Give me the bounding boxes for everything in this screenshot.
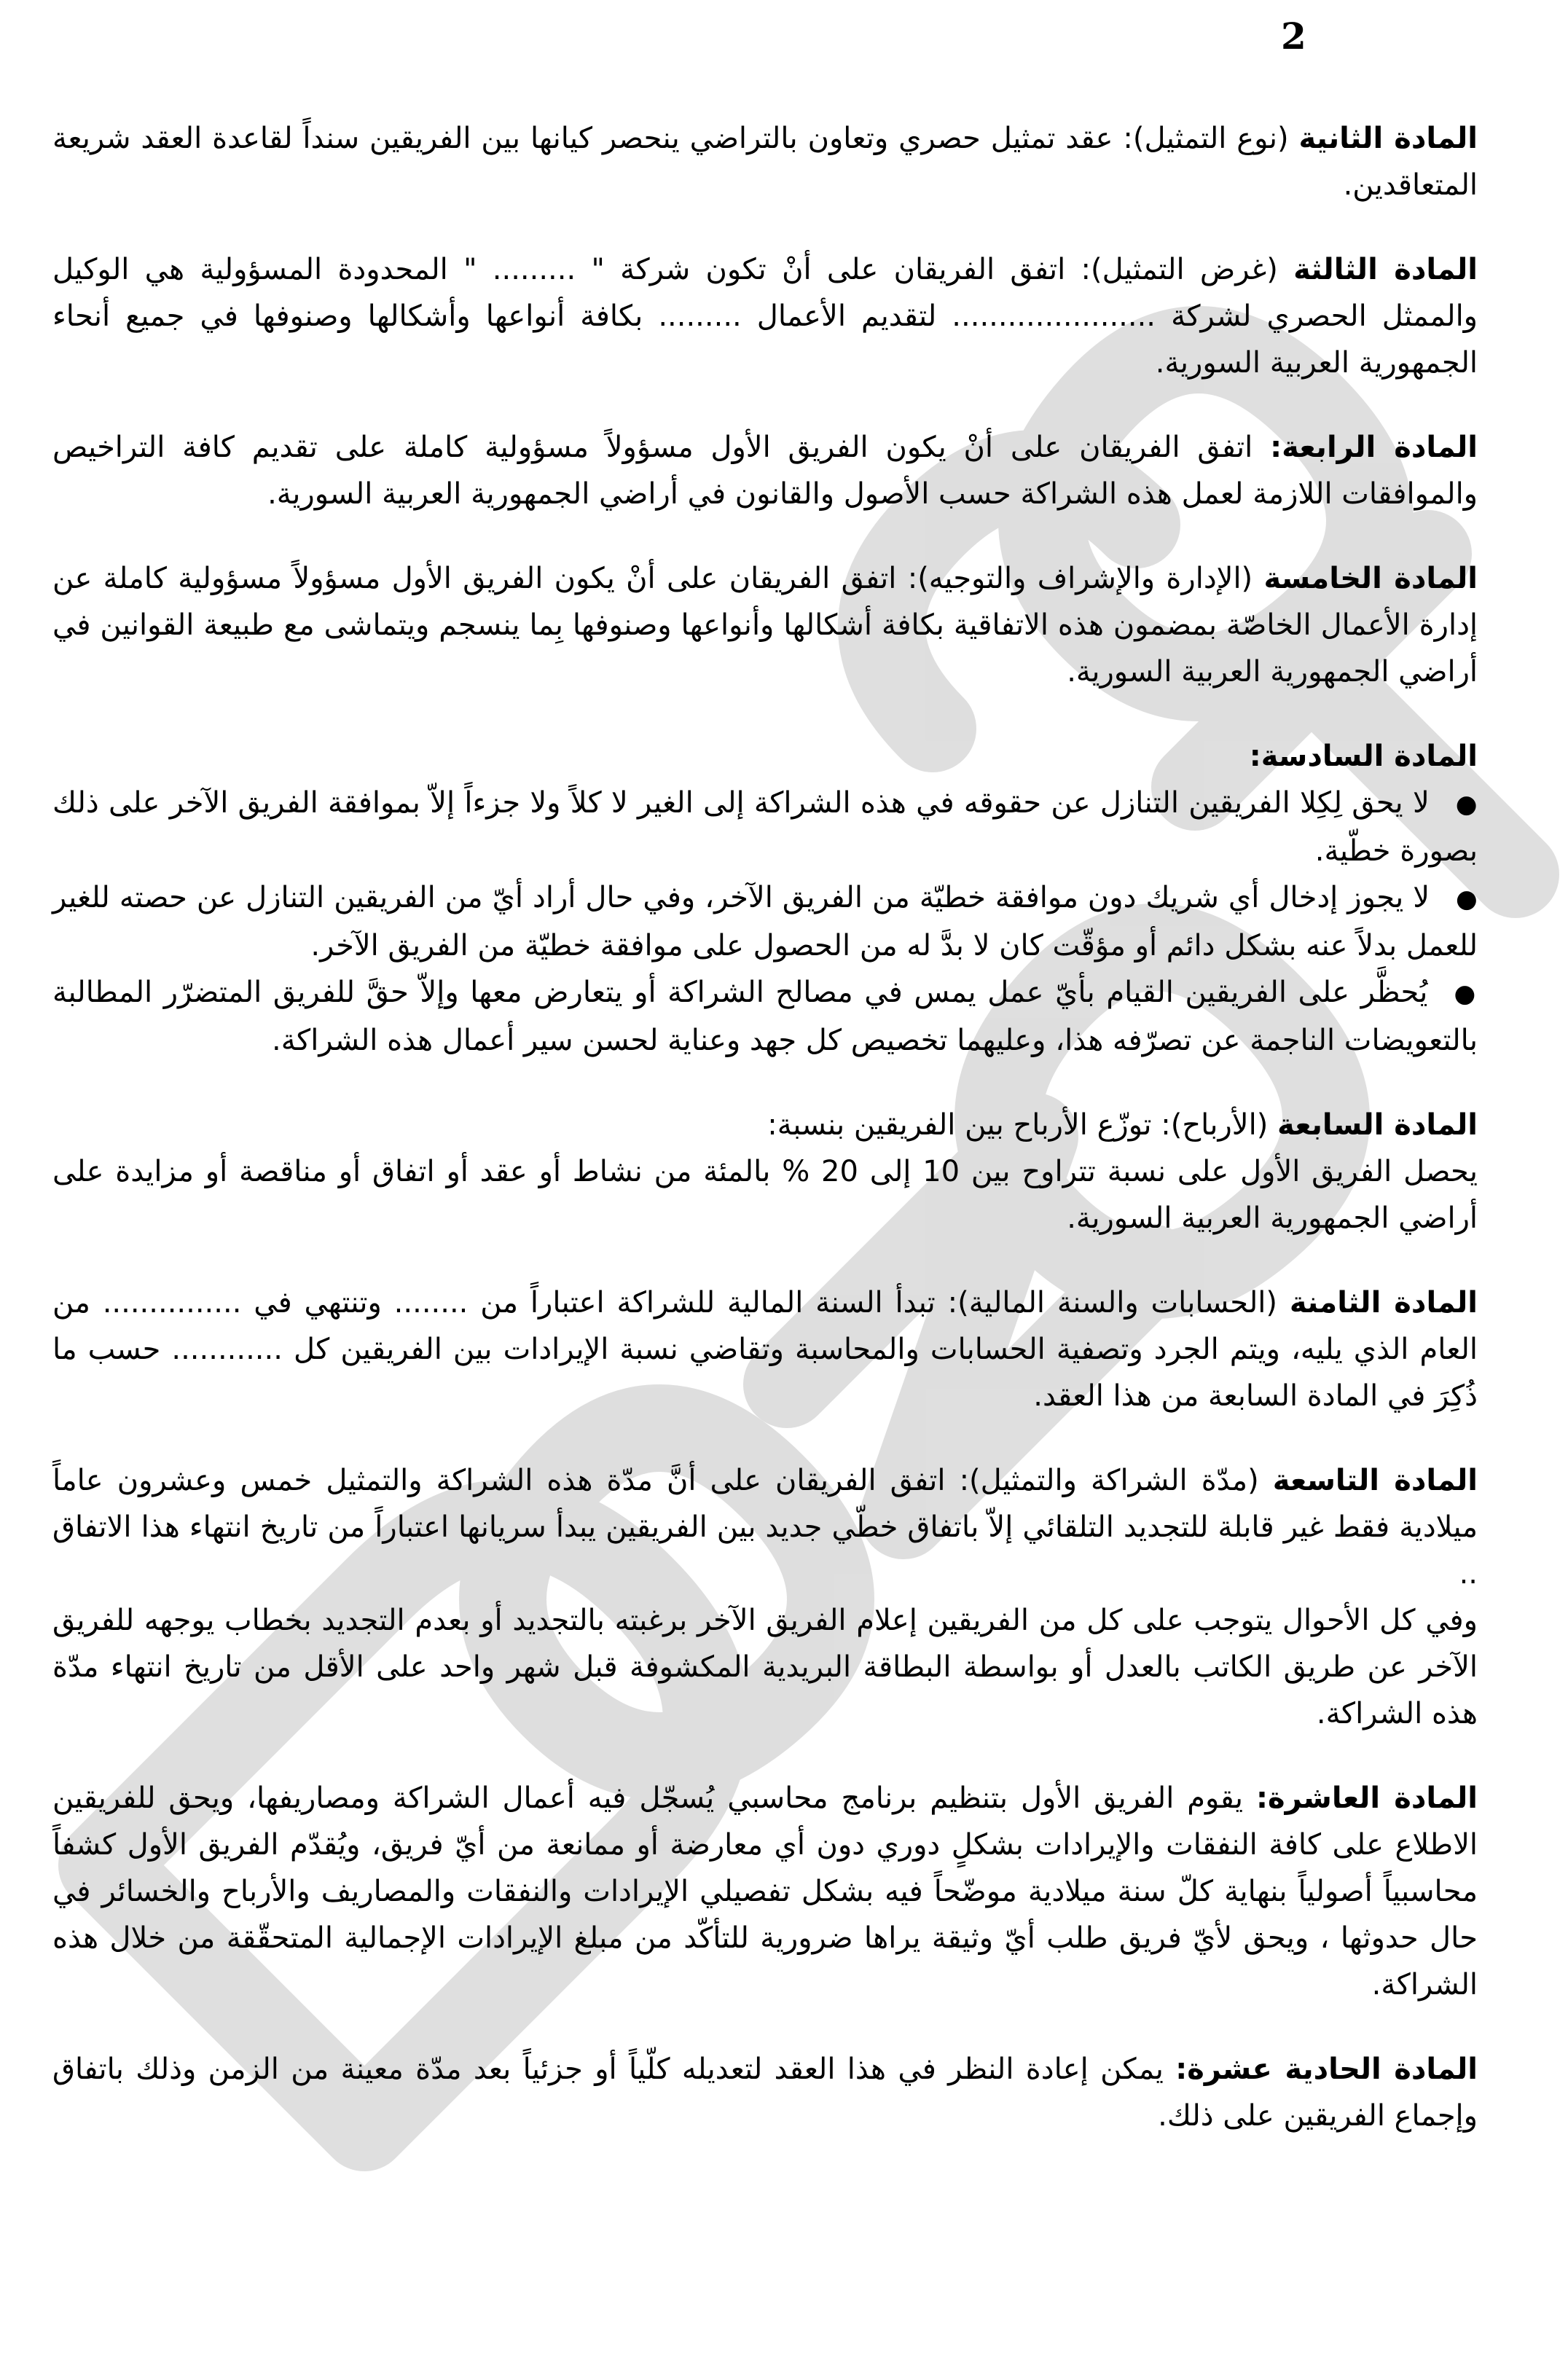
article-title: المادة الرابعة:: [1270, 431, 1478, 464]
article-2: [52, 115, 1478, 208]
article-paragraph: [52, 115, 1478, 208]
article-paragraph: [52, 555, 1478, 695]
article-heading-line: [52, 733, 1478, 780]
article-text: يمكن إعادة النظر في هذا العقد لتعديله كلّياً أو جزئياً بعد مدّة معينة من الزمن وذلك باتفاق وإجماع الفريقين على ذلك.: [52, 2053, 1478, 2133]
document-body: [52, 115, 1478, 2177]
article-3: [52, 246, 1478, 386]
article-text: (الأرباح): توزّع الأرباح بين الفريقين بنسبة:: [767, 1108, 1278, 1142]
article-text: يحصل الفريق الأول على نسبة تتراوح بين 10 إلى 20 % بالمئة من نشاط أو عقد أو اتفاق أو مناقصة أو مزايدة على أراضي الجمهورية العربية السورية.: [52, 1155, 1478, 1235]
article-title: المادة السابعة: [1277, 1108, 1478, 1142]
article-title: المادة الخامسة: [1263, 562, 1478, 595]
article-6: [52, 733, 1478, 1064]
article-paragraph: [52, 1597, 1478, 1737]
article-text: (مدّة الشراكة والتمثيل): اتفق الفريقان على أنَّ مدّة هذه الشراكة والتمثيل خمس وعشرون عاماً ميلادية فقط غير قابلة للتجديد التلقائي إلاّ باتفاق خطّي جديد بين الفريقين يبدأ سريانها اعتباراً من تاريخ انتهاء هذا الاتفاق ..: [52, 1464, 1478, 1591]
article-9: [52, 1457, 1478, 1737]
article-title: المادة السادسة:: [1249, 740, 1478, 773]
article-paragraph: [52, 424, 1478, 517]
article-paragraph: [52, 1148, 1478, 1242]
article-8: [52, 1279, 1478, 1419]
article-text: (الحسابات والسنة المالية): تبدأ السنة المالية للشراكة اعتباراً من ........ وتنتهي في ............... من العام الذي يليه، ويتم الجرد وتصفية الحسابات والمحاسبة وتقاضي نسبة الإيرادات بين الفريقين كل ............ حسب ما ذُكِرَ في المادة السابعة من هذا العقد.: [52, 1286, 1478, 1413]
article-text: وفي كل الأحوال يتوجب على كل من الفريقين إعلام الفريق الآخر برغبته بالتجديد أو بعدم التجديد بخطاب يوجهه للفريق الآخر عن طريق الكاتب بالعدل أو بواسطة البطاقة البريدية المكشوفة قبل شهر واحد على الأقل من تاريخ انتهاء مدّة هذه الشراكة.: [52, 1604, 1478, 1730]
article-paragraph: [52, 246, 1478, 386]
bullet-text: لا يجوز إدخال أي شريك دون موافقة خطيّة من الفريق الآخر، وفي حال أراد أيّ من الفريقين التنازل عن حصته للغير للعمل بدلاً عنه بشكل دائم أو مؤقّت كان لا بدَّ له من الحصول على موافقة خطيّة من الفريق الآخر.: [52, 881, 1478, 963]
article-title: المادة التاسعة: [1272, 1464, 1478, 1497]
article-title: المادة الثامنة: [1289, 1286, 1478, 1320]
article-5: [52, 555, 1478, 695]
list-item: [52, 780, 1478, 874]
page-number: 2: [1281, 15, 1306, 58]
article-title: المادة العاشرة:: [1255, 1781, 1478, 1815]
bullet-icon: ●: [1454, 979, 1478, 1008]
bullet-icon: ●: [1455, 790, 1478, 819]
article-title: المادة الحادية عشرة:: [1175, 2053, 1478, 2086]
article-paragraph: [52, 1775, 1478, 2008]
article-title: المادة الثانية: [1298, 122, 1478, 155]
article-text: (نوع التمثيل): عقد تمثيل حصري وتعاون بالتراضي ينحصر كيانها بين الفريقين سنداً لقاعدة العقد شريعة المتعاقدين.: [52, 122, 1478, 202]
article-paragraph: [52, 1457, 1478, 1597]
article-11: [52, 2046, 1478, 2139]
article-7: [52, 1102, 1478, 1242]
bullet-text: يُحظَّر على الفريقين القيام بأيّ عمل يمس في مصالح الشراكة أو يتعارض معها وإلاّ حقَّ للفريق المتضرّر المطالبة بالتعويضات الناجمة عن تصرّفه هذا، وعليهما تخصيص كل جهد وعناية لحسن سير أعمال هذه الشراكة.: [52, 976, 1478, 1057]
article-text: اتفق الفريقان على أنْ يكون الفريق الأول مسؤولاً مسؤولية كاملة على تقديم كافة التراخيص والموافقات اللازمة لعمل هذه الشراكة حسب الأصول والقانون في أراضي الجمهورية العربية السورية.: [52, 431, 1478, 511]
article-text: (الإدارة والإشراف والتوجيه): اتفق الفريقان على أنْ يكون الفريق الأول مسؤولاً مسؤولية كاملة عن إدارة الأعمال الخاصّة بمضمون هذه الاتفاقية بكافة أشكالها وأنواعها وصنوفها بِما ينسجم ويتماشى مع طبيعة القوانين في أراضي الجمهورية العربية السورية.: [52, 562, 1478, 689]
list-item: [52, 969, 1478, 1064]
article-4: [52, 424, 1478, 517]
bullet-list: [52, 780, 1478, 1064]
article-paragraph: [52, 1102, 1478, 1148]
article-text: (غرض التمثيل): اتفق الفريقان على أنْ تكون شركة " ......... " المحدودة المسؤولية هي الوكيل والممثل الحصري لشركة ...................... لتقديم الأعمال ......... بكافة أنواعها وأشكالها وصنوفها في جميع أنحاء الجمهورية العربية السورية.: [52, 253, 1478, 380]
list-item: [52, 874, 1478, 969]
article-paragraph: [52, 2046, 1478, 2139]
bullet-text: لا يحق لِكِلا الفريقين التنازل عن حقوقه في هذه الشراكة إلى الغير لا كلاً ولا جزءاً إلاّ بموافقة الفريق الآخر على ذلك بصورة خطّية.: [52, 786, 1478, 868]
article-title: المادة الثالثة: [1293, 253, 1478, 286]
article-paragraph: [52, 1279, 1478, 1419]
article-10: [52, 1775, 1478, 2008]
article-text: يقوم الفريق الأول بتنظيم برنامج محاسبي يُسجّل فيه أعمال الشراكة ومصاريفها، ويحق للفريقين الاطلاع على كافة النفقات والإيرادات بشكلٍ دوري دون أي معارضة أو ممانعة من أيّ فريق، ويُقدّم الفريق الأول كشفاً محاسبياً أصولياً بنهاية كلّ سنة ميلادية موضّحاً فيه بشكل تفصيلي الإيرادات والنفقات والمصاريف والأرباح والخسائر في حال حدوثها ، ويحق لأيّ فريق طلب أيّ وثيقة يراها ضرورية للتأكّد من مبلغ الإيرادات الإجمالية المتحقّقة من خلال هذه الشراكة.: [52, 1781, 1478, 2002]
bullet-icon: ●: [1456, 885, 1478, 914]
